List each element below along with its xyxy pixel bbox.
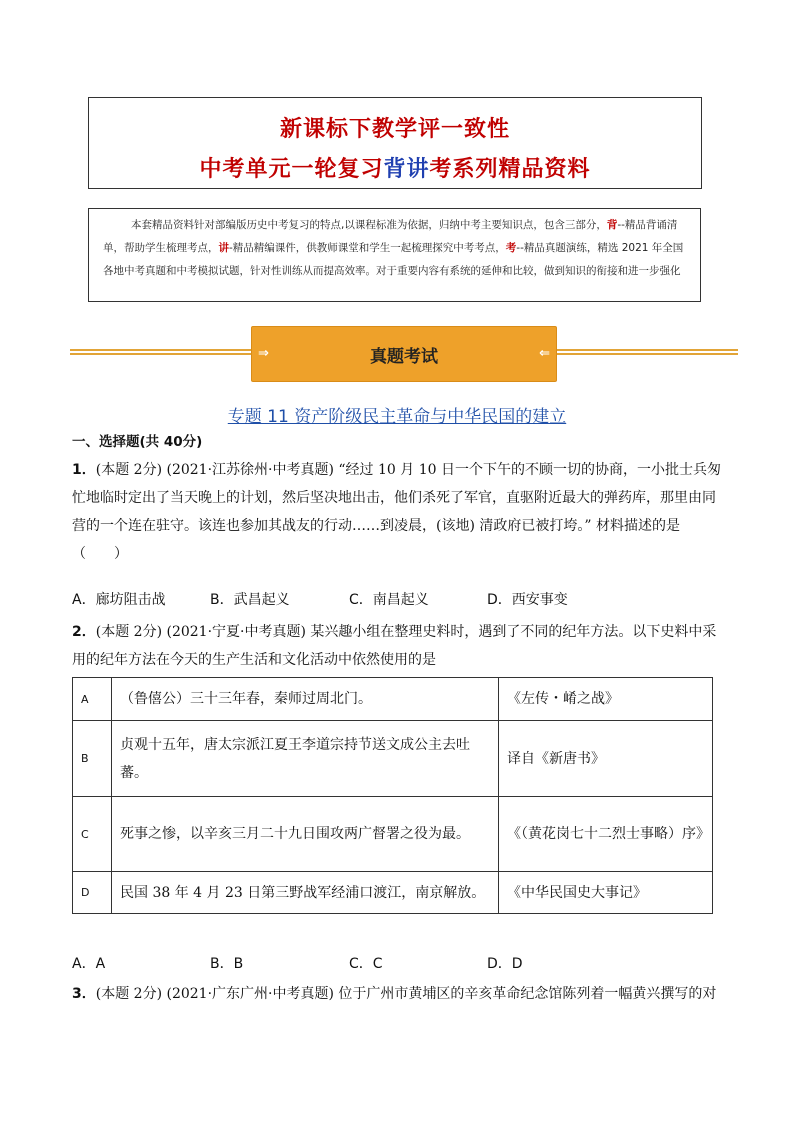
row-source: 《左传・崤之战》: [499, 678, 713, 721]
intro-text-4: --精品真题演练，精选 2021 年全国各地中考真题和中考模拟试题，针对性训练从而提高效率。对于重要内容有系统的延伸和比较，做到知识的衔接和进一步强化: [103, 242, 684, 277]
title-line-2-post: 系列精品资料: [452, 156, 591, 182]
row-content: （鲁僖公）三十三年春，秦师过周北门。: [112, 678, 499, 721]
intro-kao: 考: [505, 242, 517, 254]
title-bei: 背: [383, 156, 407, 182]
title-line-1: 新课标下教学评一致性: [279, 116, 510, 142]
option-b: B．B: [210, 956, 244, 972]
intro-bei: 背: [606, 219, 618, 231]
row-label: A: [73, 678, 112, 721]
row-source: 译自《新唐书》: [499, 721, 713, 797]
option-c: C．南昌起义: [349, 592, 429, 608]
question-number: 1．: [72, 462, 96, 478]
intro-paragraph: [103, 214, 690, 283]
title-jiang: 讲: [406, 156, 430, 182]
intro-text-2: --精品背诵清单，帮助学生梳理考点，: [103, 219, 678, 254]
topic-title-text: 专题 11 资产阶级民主革命与中华民国的建立: [227, 407, 567, 427]
title-line-2-pre: 中考单元一轮复习: [199, 156, 384, 182]
table-row: [73, 872, 713, 914]
question-text: (本题 2分) (2021·江苏徐州·中考真题) “经过 10 月 10 日一个下午的不顾一切的协商，一小批士兵匆忙地临时定出了当天晚上的计划，然后坚决地出击，他们杀死了军官，直驱附近最大的弹药库，那里由同营的一个连在驻守。该连也参加其战友的行动……到凌晨，(该地) 清政府已被打垮。” 材料描述的是（ ）: [72, 462, 721, 562]
question-text: (本题 2分) (2021·宁夏·中考真题) 某兴趣小组在整理史料时，遇到了不同的纪年方法。以下史料中采用的纪年方法在今天的生产生活和文化活动中依然使用的是: [72, 624, 717, 668]
title-box: [88, 97, 702, 189]
arrow-right-icon: ⇒: [258, 346, 269, 361]
decorative-rule-left: [70, 349, 252, 357]
option-a: A．A: [72, 956, 106, 972]
arrow-left-icon: ⇐: [539, 346, 550, 361]
question-3: [72, 980, 722, 1008]
intro-text-1: 本套精品资料针对部编版历史中考复习的特点,以课程标准为依据，归纳中考主要知识点，包含三部分，: [131, 219, 607, 231]
table-row: [73, 721, 713, 797]
source-table: [72, 677, 713, 914]
row-source: 《（黄花岗七十二烈士事略）序》: [499, 797, 713, 872]
row-label: D: [73, 872, 112, 914]
question-number: 2．: [72, 624, 96, 640]
table-row: [73, 797, 713, 872]
question-number: 3．: [72, 986, 96, 1002]
option-a: A．廊坊阻击战: [72, 592, 166, 608]
banner-label: 真题考试: [370, 347, 438, 367]
row-source: 《中华民国史大事记》: [499, 872, 713, 914]
question-1: [72, 456, 722, 568]
row-label: C: [73, 797, 112, 872]
table-row: [73, 678, 713, 721]
option-c: C．C: [349, 956, 383, 972]
decorative-rule-right: [556, 349, 738, 357]
row-content: 民国 38 年 4 月 23 日第三野战军经浦口渡江，南京解放。: [112, 872, 499, 914]
question-text: (本题 2分) (2021·广东广州·中考真题) 位于广州市黄埔区的辛亥革命纪念馆陈列着一幅黄兴撰写的对: [95, 986, 717, 1002]
title-kao: 考: [429, 156, 453, 182]
question-2: [72, 618, 722, 674]
intro-jiang: 讲: [218, 242, 229, 254]
topic-title: [0, 402, 794, 427]
row-content: 死事之惨，以辛亥三月二十九日围攻两广督署之役为最。: [112, 797, 499, 872]
intro-text-3: -精品精编课件，供教师课堂和学生一起梳理探究中考考点，: [229, 242, 506, 254]
option-d: D．D: [487, 956, 523, 972]
title-line-2: [89, 152, 701, 183]
section-banner: [251, 326, 557, 382]
row-content: 贞观十五年，唐太宗派江夏王李道宗持节送文成公主去吐蕃。: [112, 721, 499, 797]
section-heading: 一、选择题(共 40分): [72, 434, 203, 450]
option-b: B．武昌起义: [210, 592, 290, 608]
row-label: B: [73, 721, 112, 797]
intro-box: [88, 208, 701, 302]
option-d: D．西安事变: [487, 592, 568, 608]
